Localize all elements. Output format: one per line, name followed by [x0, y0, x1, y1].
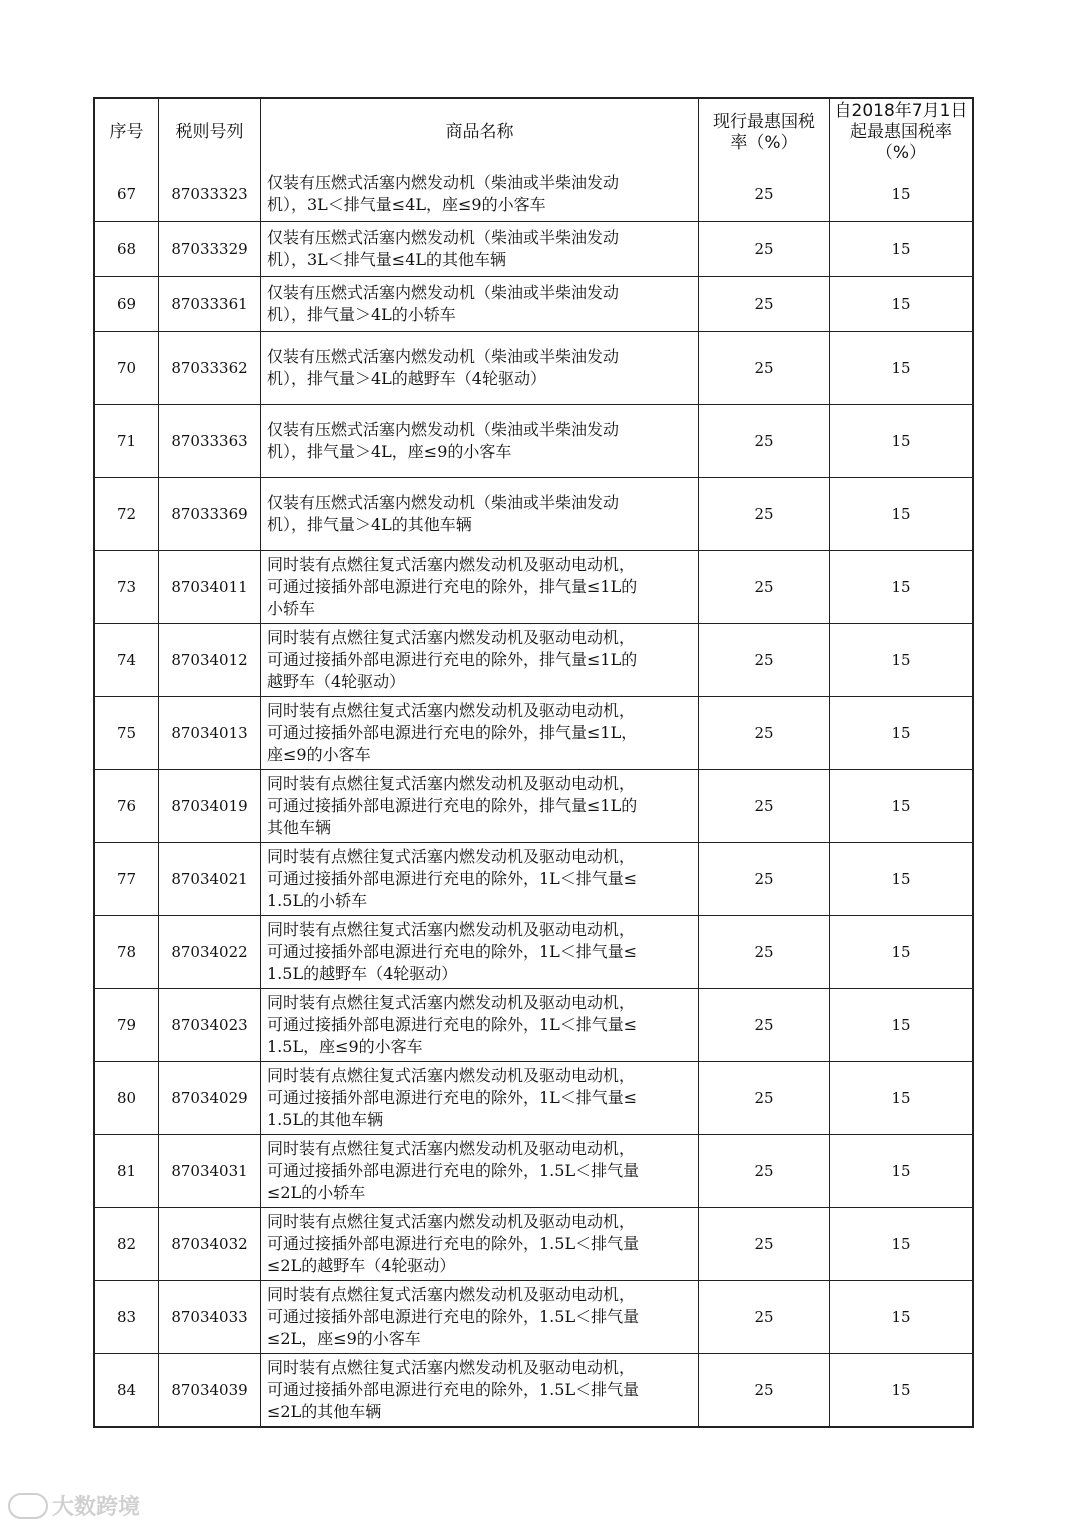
- row-name-text: [267, 1357, 639, 1423]
- row-seq: 78: [116, 943, 137, 961]
- row-seq: 74: [116, 651, 137, 669]
- row-code: 87034032: [158, 1208, 260, 1280]
- row-name: [260, 478, 698, 550]
- table-row: [95, 1134, 972, 1207]
- row-new-rate: 15: [829, 166, 972, 221]
- row-name-line: 可通过接插外部电源进行充电的除外，1.5L＜排气量: [267, 1380, 640, 1399]
- row-seq: 67: [116, 184, 137, 203]
- row-name-text: [267, 1284, 639, 1350]
- row-name-text: [267, 700, 637, 766]
- row-name-line: 其他车辆: [267, 818, 332, 837]
- row-new-rate: 15: [829, 405, 972, 477]
- row-current-rate: 25: [698, 1354, 829, 1426]
- row-name-line: 同时装有点燃往复式活塞内燃发动机及驱动电动机，: [267, 1358, 636, 1377]
- row-name-line: 可通过接插外部电源进行充电的除外，1.5L＜排气量: [267, 1161, 640, 1180]
- row-current-rate: 25: [698, 405, 829, 477]
- row-name-line: 同时装有点燃往复式活塞内燃发动机及驱动电动机，: [267, 1066, 636, 1085]
- row-name-text: [267, 554, 637, 620]
- row-name-line: 同时装有点燃往复式活塞内燃发动机及驱动电动机，: [267, 1285, 636, 1304]
- row-name-text: [267, 1211, 639, 1277]
- row-current-rate: 25: [698, 770, 829, 842]
- row-code: 87034039: [158, 1354, 260, 1426]
- row-new-rate: 15: [829, 624, 972, 696]
- header-new-line3: （%）: [875, 143, 927, 163]
- row-name-line: 仅装有压燃式活塞内燃发动机（柴油或半柴油发动: [267, 283, 620, 302]
- row-name-line: 可通过接插外部电源进行充电的除外，排气量≤1L的: [267, 650, 638, 669]
- row-current-rate: 25: [698, 277, 829, 331]
- header-current-line1: 现行最惠国税: [713, 111, 815, 132]
- row-name: [260, 916, 698, 988]
- row-new-rate: 15: [829, 770, 972, 842]
- row-current-rate: 25: [698, 1208, 829, 1280]
- row-seq: 77: [116, 870, 137, 888]
- row-code: 87033369: [158, 478, 260, 550]
- row-code: 87034011: [158, 551, 260, 623]
- row-seq: 79: [116, 1016, 137, 1034]
- row-name: [260, 332, 698, 404]
- row-new-rate: 15: [829, 1208, 972, 1280]
- row-name: [260, 277, 698, 331]
- row-name-line: 同时装有点燃往复式活塞内燃发动机及驱动电动机，: [267, 555, 636, 574]
- row-name-line: 仅装有压燃式活塞内燃发动机（柴油或半柴油发动: [267, 493, 620, 512]
- header-new-line1: 自2018年7月1日: [834, 101, 968, 121]
- row-current-rate: 25: [698, 624, 829, 696]
- header-current-line2: 率（%）: [730, 132, 798, 153]
- table-row: [95, 331, 972, 404]
- row-name-line: 同时装有点燃往复式活塞内燃发动机及驱动电动机，: [267, 1139, 636, 1158]
- row-code: 87034033: [158, 1281, 260, 1353]
- row-name-line: 可通过接插外部电源进行充电的除外，1L＜排气量≤: [267, 1015, 638, 1034]
- table-row: [95, 988, 972, 1061]
- table-row: [95, 166, 972, 221]
- row-name-line: 1.5L的其他车辆: [267, 1110, 384, 1129]
- row-name: [260, 1281, 698, 1353]
- row-code: 87034022: [158, 916, 260, 988]
- row-name-text: [267, 1138, 639, 1204]
- row-name: [260, 697, 698, 769]
- row-name-line: 机），3L＜排气量≤4L，座≤9的小客车: [267, 194, 546, 214]
- row-seq: 83: [116, 1308, 137, 1326]
- row-new-rate: 15: [829, 478, 972, 550]
- row-name-text: [267, 346, 619, 390]
- row-seq: 76: [116, 797, 137, 815]
- row-name-line: 同时装有点燃往复式活塞内燃发动机及驱动电动机，: [267, 847, 636, 866]
- row-name-text: [267, 846, 637, 912]
- row-seq: 68: [116, 240, 137, 258]
- row-name-line: 同时装有点燃往复式活塞内燃发动机及驱动电动机，: [267, 774, 636, 793]
- row-name-line: ≤2L，座≤9的小客车: [267, 1329, 421, 1348]
- row-name-line: 同时装有点燃往复式活塞内燃发动机及驱动电动机，: [267, 701, 636, 720]
- row-name-line: 1.5L，座≤9的小客车: [267, 1037, 423, 1056]
- row-name-text: [267, 172, 619, 216]
- row-name-line: ≤2L的小轿车: [267, 1183, 366, 1202]
- row-new-rate: 15: [829, 697, 972, 769]
- row-seq: 75: [116, 724, 137, 742]
- tariff-table: [93, 97, 974, 1428]
- row-name-line: 同时装有点燃往复式活塞内燃发动机及驱动电动机，: [267, 993, 636, 1012]
- row-name: [260, 1135, 698, 1207]
- header-current-rate: [698, 99, 829, 166]
- row-name-line: 仅装有压燃式活塞内燃发动机（柴油或半柴油发动: [267, 420, 620, 439]
- watermark-logo-icon: [8, 1493, 48, 1519]
- row-name-line: 可通过接插外部电源进行充电的除外，1L＜排气量≤: [267, 1088, 638, 1107]
- table-body: [95, 166, 972, 1426]
- row-name: [260, 1354, 698, 1426]
- header-name: 商品名称: [260, 99, 698, 166]
- row-current-rate: 25: [698, 697, 829, 769]
- row-code: 87033363: [158, 405, 260, 477]
- row-name: [260, 770, 698, 842]
- row-seq: 73: [116, 578, 137, 596]
- table-row: [95, 1353, 972, 1426]
- header-code: 税则号列: [158, 99, 260, 166]
- row-current-rate: 25: [698, 916, 829, 988]
- row-code: 87034021: [158, 843, 260, 915]
- row-current-rate: 25: [698, 166, 829, 221]
- row-name-line: 可通过接插外部电源进行充电的除外，1.5L＜排气量: [267, 1234, 640, 1253]
- row-name-text: [267, 492, 619, 536]
- row-new-rate: 15: [829, 843, 972, 915]
- row-seq: 69: [116, 295, 137, 313]
- row-code: 87034019: [158, 770, 260, 842]
- row-name-text: [267, 627, 637, 693]
- row-name-line: 小轿车: [267, 599, 316, 618]
- row-seq: 84: [116, 1381, 137, 1399]
- row-name-line: 可通过接插外部电源进行充电的除外，排气量≤1L的: [267, 577, 638, 596]
- row-name: [260, 222, 698, 276]
- row-code: 87033323: [158, 166, 260, 221]
- row-name-line: 可通过接插外部电源进行充电的除外，1L＜排气量≤: [267, 942, 638, 961]
- row-new-rate: 15: [829, 989, 972, 1061]
- row-current-rate: 25: [698, 1281, 829, 1353]
- header-new-rate: [829, 99, 972, 166]
- row-name-text: [267, 227, 619, 271]
- row-name-line: 仅装有压燃式活塞内燃发动机（柴油或半柴油发动: [267, 347, 620, 366]
- table-row: [95, 1280, 972, 1353]
- row-current-rate: 25: [698, 1062, 829, 1134]
- row-name: [260, 405, 698, 477]
- row-name-line: 机），排气量＞4L的其他车辆: [267, 515, 472, 534]
- row-name-line: 机），排气量＞4L的越野车（4轮驱动）: [267, 369, 546, 388]
- table-row: [95, 550, 972, 623]
- row-name-text: [267, 992, 637, 1058]
- row-new-rate: 15: [829, 1281, 972, 1353]
- row-new-rate: 15: [829, 1354, 972, 1426]
- row-current-rate: 25: [698, 551, 829, 623]
- row-name: [260, 624, 698, 696]
- row-name: [260, 843, 698, 915]
- row-name-line: 仅装有压燃式活塞内燃发动机（柴油或半柴油发动: [267, 172, 620, 192]
- row-name: [260, 1208, 698, 1280]
- row-current-rate: 25: [698, 989, 829, 1061]
- table-header-row: [95, 99, 972, 166]
- row-name-line: 机），排气量＞4L，座≤9的小客车: [267, 442, 512, 461]
- row-code: 87034023: [158, 989, 260, 1061]
- row-name-line: ≤2L的其他车辆: [267, 1402, 382, 1421]
- row-name-line: 同时装有点燃往复式活塞内燃发动机及驱动电动机，: [267, 920, 636, 939]
- row-current-rate: 25: [698, 478, 829, 550]
- table-row: [95, 221, 972, 276]
- row-name-line: 机），排气量＞4L的小轿车: [267, 305, 456, 324]
- row-name: [260, 1062, 698, 1134]
- row-seq: 82: [116, 1235, 137, 1253]
- table-row: [95, 696, 972, 769]
- row-code: 87033361: [158, 277, 260, 331]
- row-name-text: [267, 419, 619, 463]
- row-seq: 81: [116, 1162, 137, 1180]
- row-name-line: 同时装有点燃往复式活塞内燃发动机及驱动电动机，: [267, 628, 636, 647]
- table-row: [95, 623, 972, 696]
- row-seq: 80: [116, 1089, 137, 1107]
- row-code: 87034013: [158, 697, 260, 769]
- header-seq: 序号: [109, 122, 144, 142]
- row-name-line: 仅装有压燃式活塞内燃发动机（柴油或半柴油发动: [267, 228, 620, 247]
- row-current-rate: 25: [698, 843, 829, 915]
- row-name: [260, 166, 698, 221]
- table-row: [95, 1061, 972, 1134]
- row-code: 87034031: [158, 1135, 260, 1207]
- watermark-text: 大数跨境: [52, 1495, 141, 1520]
- row-new-rate: 15: [829, 551, 972, 623]
- table-row: [95, 842, 972, 915]
- header-new-line2: 起最惠国税率: [850, 122, 952, 142]
- row-code: 87034029: [158, 1062, 260, 1134]
- row-code: 87033329: [158, 222, 260, 276]
- row-new-rate: 15: [829, 1062, 972, 1134]
- row-seq: 71: [116, 432, 137, 450]
- table-row: [95, 276, 972, 331]
- row-name-line: 可通过接插外部电源进行充电的除外，1L＜排气量≤: [267, 869, 638, 888]
- row-current-rate: 25: [698, 222, 829, 276]
- row-new-rate: 15: [829, 332, 972, 404]
- table-row: [95, 769, 972, 842]
- row-name-text: [267, 919, 637, 985]
- table-row: [95, 1207, 972, 1280]
- row-new-rate: 15: [829, 1135, 972, 1207]
- row-name-line: 可通过接插外部电源进行充电的除外，1.5L＜排气量: [267, 1307, 640, 1326]
- table-row: [95, 477, 972, 550]
- table-row: [95, 404, 972, 477]
- row-new-rate: 15: [829, 916, 972, 988]
- row-name-line: 可通过接插外部电源进行充电的除外，排气量≤1L，: [267, 723, 638, 742]
- row-name-line: 1.5L的小轿车: [267, 891, 368, 910]
- row-name-line: 越野车（4轮驱动）: [267, 672, 406, 691]
- watermark: [8, 1490, 140, 1521]
- row-name: [260, 989, 698, 1061]
- row-current-rate: 25: [698, 332, 829, 404]
- row-name-line: 座≤9的小客车: [267, 745, 371, 764]
- row-new-rate: 15: [829, 277, 972, 331]
- row-name-line: 可通过接插外部电源进行充电的除外，排气量≤1L的: [267, 796, 638, 815]
- row-code: 87033362: [158, 332, 260, 404]
- row-name-line: ≤2L的越野车（4轮驱动）: [267, 1256, 456, 1275]
- row-new-rate: 15: [829, 222, 972, 276]
- row-name-text: [267, 282, 619, 326]
- row-seq: 72: [116, 505, 137, 523]
- row-name-line: 1.5L的越野车（4轮驱动）: [267, 964, 458, 983]
- row-seq: 70: [116, 359, 137, 377]
- row-code: 87034012: [158, 624, 260, 696]
- row-name-text: [267, 773, 637, 839]
- table-row: [95, 915, 972, 988]
- row-name-line: 同时装有点燃往复式活塞内燃发动机及驱动电动机，: [267, 1212, 636, 1231]
- row-name: [260, 551, 698, 623]
- row-current-rate: 25: [698, 1135, 829, 1207]
- row-name-line: 机），3L＜排气量≤4L的其他车辆: [267, 250, 507, 269]
- row-name-text: [267, 1065, 637, 1131]
